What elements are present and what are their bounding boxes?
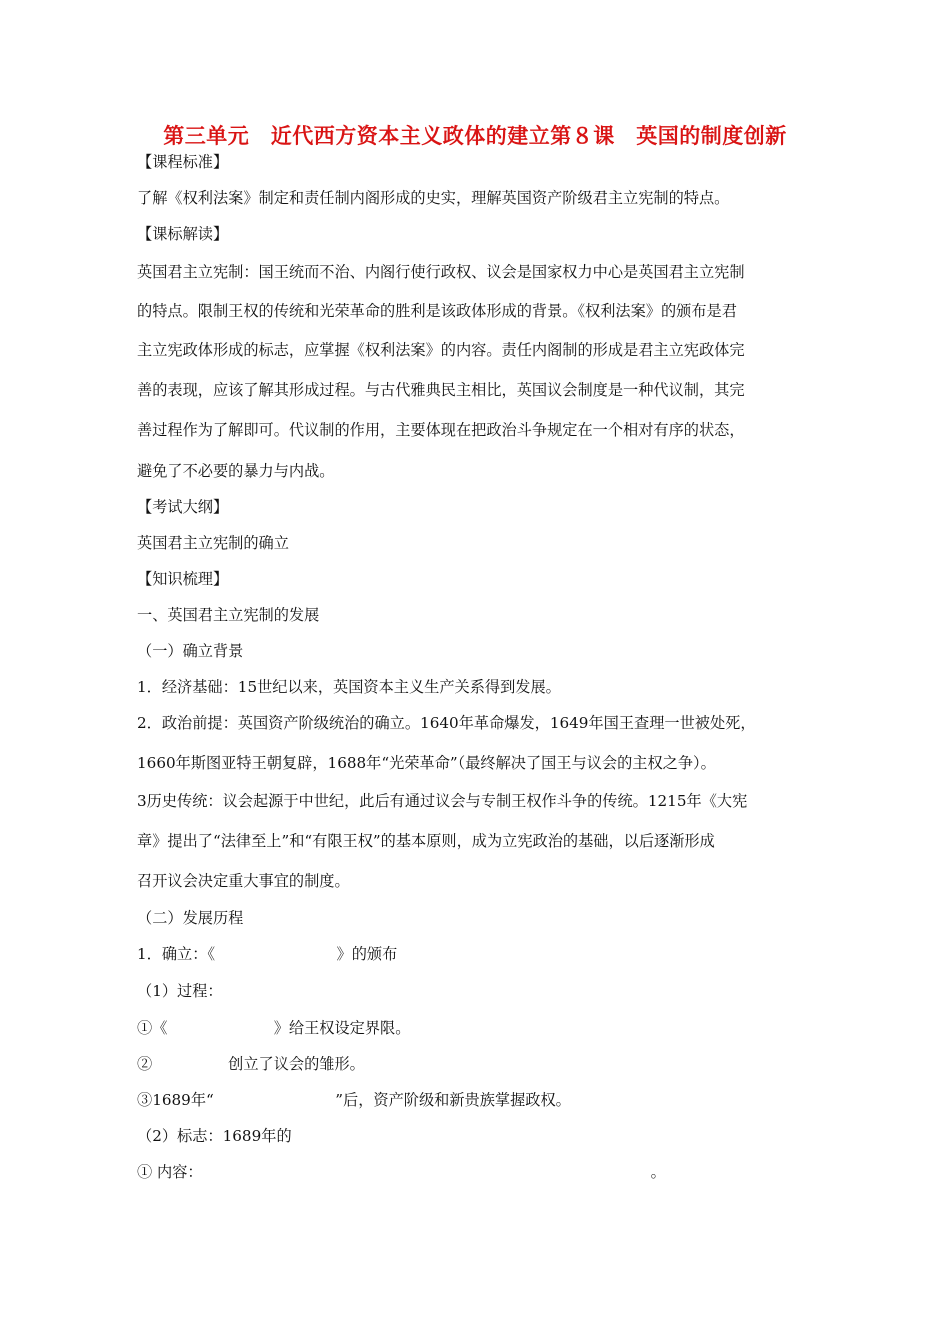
- fill-blank-line: （1）过程：: [137, 982, 223, 1000]
- paragraph-line: 1．经济基础：15世纪以来，英国资本主义生产关系得到发展。: [137, 678, 561, 696]
- subheading: （一）确立背景: [137, 642, 244, 660]
- paragraph-line: 召开议会决定重大事宜的制度。: [137, 872, 350, 890]
- section-heading-course-standard: 【课程标准】: [137, 153, 229, 171]
- paragraph-line: 的特点。限制王权的传统和光荣革命的胜利是该政体形成的背景。《权利法案》的颁布是君: [137, 302, 737, 320]
- subheading: 一、英国君主立宪制的发展: [137, 606, 320, 624]
- fill-blank-line: （2）标志：1689年的: [137, 1127, 292, 1145]
- page-title: 第三单元 近代西方资本主义政体的建立第８课 英国的制度创新: [163, 124, 787, 148]
- fill-blank-line: 1．确立：《 》的颁布: [137, 945, 398, 963]
- paragraph-line: 英国君主立宪制：国王统而不治、内阁行使行政权、议会是国家权力中心是英国君主立宪制: [137, 263, 745, 281]
- paragraph-line: 避免了不必要的暴力与内战。: [137, 462, 335, 480]
- paragraph-line: 善过程作为了解即可。代议制的作用，主要体现在把政治斗争规定在一个相对有序的状态，: [137, 421, 745, 439]
- paragraph-line: 了解《权利法案》制定和责任制内阁形成的史实，理解英国资产阶级君主立宪制的特点。: [137, 189, 730, 207]
- paragraph-line: 善的表现，应该了解其形成过程。与古代雅典民主相比，英国议会制度是一种代议制，其完: [137, 381, 745, 399]
- fill-blank-line: ① 内容： 。: [137, 1163, 666, 1181]
- section-heading-knowledge: 【知识梳理】: [137, 570, 229, 588]
- paragraph-line: 主立宪政体形成的标志，应掌握《权利法案》的内容。责任内阁制的形成是君主立宪政体完: [137, 341, 745, 359]
- paragraph-line: 1660年斯图亚特王朝复辟，1688年“光荣革命”（最终解决了国王与议会的主权之争）。: [137, 754, 716, 772]
- paragraph-line: 英国君主立宪制的确立: [137, 534, 289, 552]
- fill-blank-line: ③1689年“ ”后，资产阶级和新贵族掌握政权。: [137, 1091, 571, 1109]
- paragraph-line: 2．政治前提：英国资产阶级统治的确立。1640年革命爆发，1649年国王查理一世被处死，: [137, 714, 756, 732]
- section-heading-interpretation: 【课标解读】: [137, 225, 229, 243]
- fill-blank-line: ①《 》给王权设定界限。: [137, 1019, 411, 1037]
- paragraph-line: 章》提出了“法律至上”和“有限王权”的基本原则，成为立宪政治的基础，以后逐渐形成: [137, 832, 715, 850]
- fill-blank-line: ② 创立了议会的雏形。: [137, 1055, 365, 1073]
- subheading: （二）发展历程: [137, 909, 244, 927]
- section-heading-exam-outline: 【考试大纲】: [137, 498, 229, 516]
- paragraph-line: 3历史传统：议会起源于中世纪，此后有通过议会与专制王权作斗争的传统。1215年《大宪: [137, 792, 748, 810]
